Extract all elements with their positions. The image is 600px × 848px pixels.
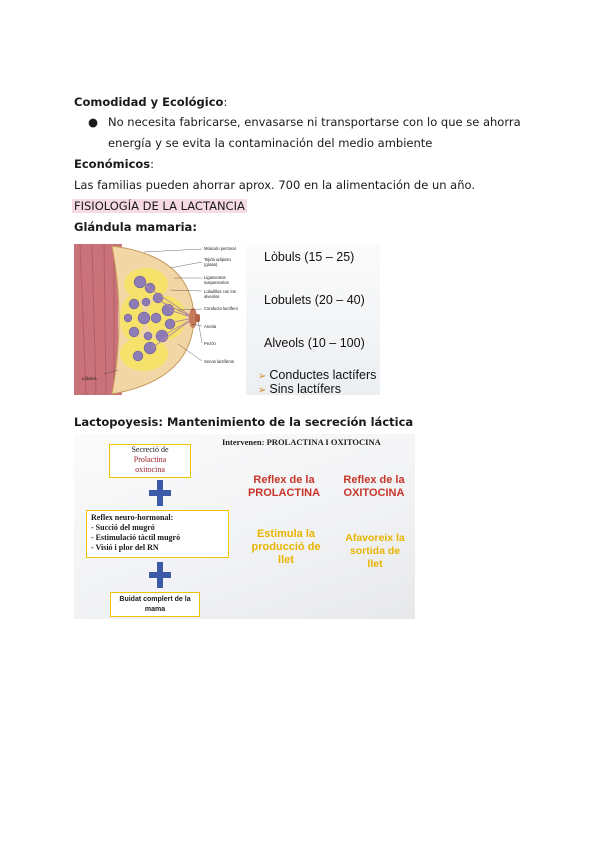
estimula-text: Estimula la producció de llet	[251, 528, 321, 566]
comodidad-bullet-line1: No necesita fabricarse, envasarse ni transportarse con lo que se ahorra	[108, 115, 521, 129]
reflex-item-estimulacio: - Estimulació tàctil mugró	[91, 533, 181, 542]
reflex-prolactina: Reflex de la PROLACTINA	[247, 474, 321, 499]
afavoreix-text: Afavoreix la sortida de llet	[345, 532, 405, 570]
reflex-item-succio: - Succió del mugró	[91, 523, 155, 532]
conductes-item: ➢ Conductes lactífers	[258, 368, 377, 382]
label-tejido-adiposo: Tejido adiposo (grasa)	[204, 257, 231, 267]
secrecion-oxitocina: oxitocina	[135, 465, 165, 474]
economicos-heading: Económicos:	[74, 157, 155, 171]
alveols-label: Alveols (10 – 100)	[264, 336, 365, 350]
plus-icon	[149, 480, 171, 506]
reflex-oxitocina: Reflex de la OXITOCINA	[343, 474, 405, 499]
lobulets-label: Lobulets (20 – 40)	[264, 293, 365, 307]
arrow-icon: ➢	[258, 385, 267, 396]
buidat-line1: Buidat complert de la	[119, 596, 191, 603]
comodidad-heading: Comodidad y Ecológico:	[74, 95, 228, 109]
reflex-neuro-title: Reflex neuro-hormonal:	[91, 513, 174, 522]
lobuls-label: Lòbuls (15 – 25)	[264, 250, 355, 264]
intervenen-label: Intervenen: PROLACTINA I OXITOCINA	[222, 437, 381, 447]
label-conducto: Conducto lactífero	[204, 306, 238, 311]
label-musculo-pectoral: Músculo pectoral	[204, 246, 236, 251]
secrecion-line1: Secreció de	[131, 445, 169, 454]
fisiologia-heading: FISIOLOGÍA DE LA LACTANCIA	[74, 199, 245, 213]
label-lobulillos: Lobulillos con los alveolos	[204, 289, 236, 299]
secrecion-box	[109, 444, 191, 478]
reflex-item-visio: - Visió i plor del RN	[91, 543, 159, 552]
label-areola: Areola	[204, 324, 217, 329]
lactopoyesis-figure	[74, 434, 415, 619]
lactopoyesis-heading: Lactopoyesis: Mantenimiento de la secreción láctica	[74, 415, 414, 429]
arrow-icon: ➢	[258, 371, 267, 382]
secrecion-prolactina: Prolactina	[133, 455, 167, 464]
glandula-heading: Glándula mamaria:	[74, 220, 197, 234]
label-senos: Senos lactíferos	[204, 359, 235, 364]
label-pezon: Pezón	[204, 341, 216, 346]
comodidad-bullet-line2: energía y se evita la contaminación del medio ambiente	[108, 136, 433, 150]
mammary-gland-figure	[74, 244, 380, 395]
buidat-box	[110, 592, 200, 617]
sins-item: ➢ Sins lactífers	[258, 382, 341, 396]
gland-structure-panel	[246, 244, 380, 395]
label-lobulos: Lóbulos	[82, 376, 97, 381]
economicos-text: Las familias pueden ahorrar aprox. 700 en la alimentación de un año.	[74, 178, 476, 192]
bullet-dot: ●	[88, 115, 99, 129]
buidat-line2: mama	[144, 606, 166, 613]
reflex-neuro-box	[86, 510, 229, 558]
plus-icon	[149, 562, 171, 588]
label-ligamentos: Ligamentos suspensorios	[204, 275, 229, 285]
mammary-gland-drawing	[74, 244, 246, 395]
